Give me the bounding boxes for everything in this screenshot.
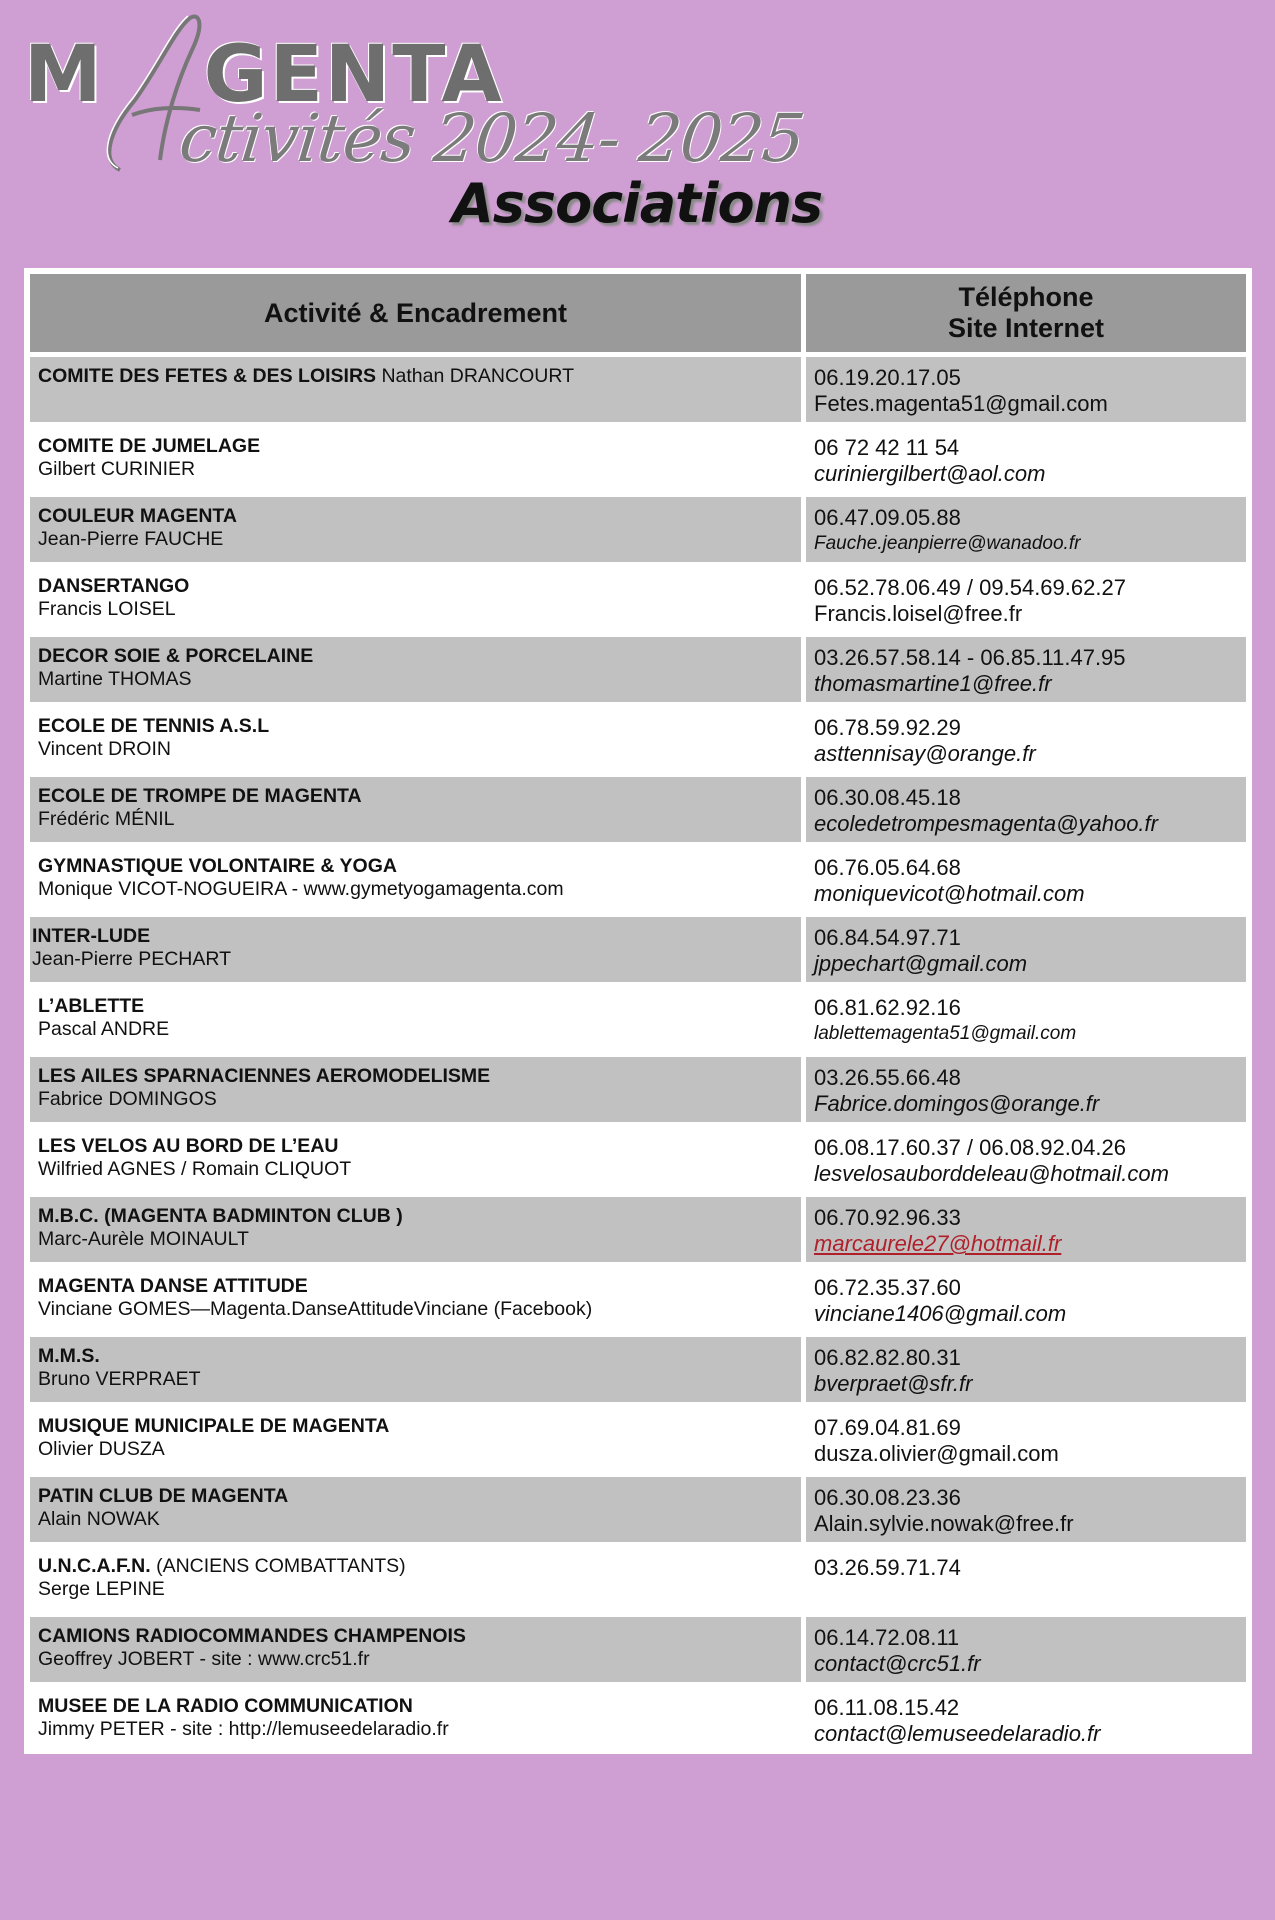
activity-cell [30, 1262, 806, 1332]
email-address: thomasmartine1@free.fr [814, 671, 1052, 696]
association-name: PATIN CLUB DE MAGENTA [38, 1485, 289, 1507]
activity-cell [30, 492, 806, 562]
phone-number: 06.82.82.80.31 [814, 1345, 961, 1370]
contact-cell [806, 702, 1246, 772]
association-contact: Francis LOISEL [38, 598, 176, 620]
association-name: DANSERTANGO [38, 575, 190, 597]
association-name: M.M.S. [38, 1345, 100, 1367]
email-address: jppechart@gmail.com [814, 951, 1028, 976]
table-row [30, 1612, 1246, 1682]
email-link[interactable]: marcaurele27@hotmail.fr [814, 1231, 1062, 1256]
table-row [30, 912, 1246, 982]
table-row [30, 1542, 1246, 1612]
table-row [30, 1332, 1246, 1402]
contact-cell [806, 1682, 1246, 1752]
association-name: COMITE DES FETES & DES LOISIRS [38, 365, 377, 387]
email-address: bverpraet@sfr.fr [814, 1371, 973, 1396]
association-name: ECOLE DE TROMPE DE MAGENTA [38, 785, 362, 807]
activity-cell [30, 1682, 806, 1752]
phone-number: 06.72.35.37.60 [814, 1275, 961, 1300]
table-row [30, 842, 1246, 912]
email-address: lablettemagenta51@gmail.com [814, 1023, 1077, 1044]
activity-cell [30, 1332, 806, 1402]
association-contact-secondary: Serge LEPINE [38, 1578, 165, 1600]
association-name: COMITE DE JUMELAGE [38, 435, 261, 457]
email-address: contact@crc51.fr [814, 1651, 981, 1676]
contact-cell [806, 352, 1246, 422]
email-address: curiniergilbert@aol.com [814, 461, 1046, 486]
association-name: L’ABLETTE [38, 995, 145, 1017]
table-row [30, 772, 1246, 842]
phone-number: 06.19.20.17.05 [814, 365, 961, 390]
association-name: MUSEE DE LA RADIO COMMUNICATION [38, 1695, 413, 1717]
email-address: Francis.loisel@free.fr [814, 601, 1023, 626]
association-name: MAGENTA DANSE ATTITUDE [38, 1275, 308, 1297]
association-contact: Gilbert CURINIER [38, 458, 196, 480]
contact-cell [806, 492, 1246, 562]
table-row [30, 1192, 1246, 1262]
contact-cell [806, 912, 1246, 982]
email-address: moniquevicot@hotmail.com [814, 881, 1085, 906]
email-address: Alain.sylvie.nowak@free.fr [814, 1511, 1074, 1536]
email-address: vinciane1406@gmail.com [814, 1301, 1067, 1326]
table-row [30, 562, 1246, 632]
table-row [30, 1262, 1246, 1332]
email-address: Fetes.magenta51@gmail.com [814, 391, 1108, 416]
contact-cell [806, 422, 1246, 492]
activity-cell [30, 1052, 806, 1122]
contact-cell [806, 1332, 1246, 1402]
association-name: U.N.C.A.F.N. [38, 1555, 151, 1577]
association-name: M.B.C. (MAGENTA BADMINTON CLUB ) [38, 1205, 403, 1227]
association-contact: Alain NOWAK [38, 1508, 160, 1530]
contact-cell [806, 562, 1246, 632]
phone-number: 06.30.08.23.36 [814, 1485, 961, 1510]
association-contact: Fabrice DOMINGOS [38, 1088, 217, 1110]
activity-cell [30, 422, 806, 492]
logo-left: M [24, 30, 104, 120]
contact-cell [806, 1542, 1246, 1612]
email-address: asttennisay@orange.fr [814, 741, 1036, 766]
association-name: ECOLE DE TENNIS A.S.L [38, 715, 270, 737]
association-contact: Frédéric MÉNIL [38, 808, 175, 830]
activity-cell [30, 1472, 806, 1542]
table-header-row [30, 274, 1246, 352]
phone-number: 06.30.08.45.18 [814, 785, 961, 810]
contact-cell [806, 1612, 1246, 1682]
activity-cell [30, 772, 806, 842]
logo-right: GENTA [203, 30, 504, 120]
column-header-phone-line2: Site Internet [947, 313, 1105, 343]
contact-cell [806, 1402, 1246, 1472]
contact-cell [806, 1262, 1246, 1332]
association-contact: Vinciane GOMES—Magenta.DanseAttitudeVinciane (Facebook) [38, 1298, 593, 1320]
association-contact: (ANCIENS COMBATTANTS) [150, 1555, 406, 1577]
activity-cell [30, 1402, 806, 1472]
activity-cell [30, 562, 806, 632]
table-row [30, 1472, 1246, 1542]
phone-number: 07.69.04.81.69 [814, 1415, 961, 1440]
contact-cell [806, 1052, 1246, 1122]
association-contact: Bruno VERPRAET [38, 1368, 201, 1390]
association-contact: Marc-Aurèle MOINAULT [38, 1228, 249, 1250]
phone-number: 06.84.54.97.71 [814, 925, 961, 950]
association-contact: Vincent DROIN [38, 738, 171, 760]
contact-cell [806, 772, 1246, 842]
activity-cell [30, 982, 806, 1052]
column-header-phone [806, 274, 1246, 352]
association-name: COULEUR MAGENTA [38, 505, 237, 527]
phone-number: 06.08.17.60.37 / 06.08.92.04.26 [814, 1135, 1126, 1160]
table-row [30, 1402, 1246, 1472]
phone-number: 06.70.92.96.33 [814, 1205, 961, 1230]
activity-cell [30, 632, 806, 702]
phone-number: 06.14.72.08.11 [814, 1625, 960, 1650]
activity-cell [30, 1612, 806, 1682]
contact-cell [806, 1192, 1246, 1262]
table-row [30, 492, 1246, 562]
association-contact: Monique VICOT-NOGUEIRA - www.gymetyogamagenta.com [38, 878, 564, 900]
activity-cell [30, 1122, 806, 1192]
association-contact: Jean-Pierre PECHART [32, 948, 232, 970]
email-address: Fabrice.domingos@orange.fr [814, 1091, 1100, 1116]
phone-number: 06.76.05.64.68 [814, 855, 961, 880]
association-name: LES AILES SPARNACIENNES AEROMODELISME [38, 1065, 491, 1087]
activity-cell [30, 702, 806, 772]
page-header [0, 0, 1275, 260]
table-row [30, 352, 1246, 422]
association-contact: Geoffrey JOBERT - site : www.crc51.fr [38, 1648, 370, 1670]
contact-cell [806, 1122, 1246, 1192]
association-contact: Pascal ANDRE [38, 1018, 170, 1040]
association-name: INTER-LUDE [32, 925, 151, 947]
table-row [30, 1122, 1246, 1192]
column-header-phone-line1: Téléphone [958, 282, 1094, 312]
associations-table [24, 268, 1252, 1754]
association-contact: Martine THOMAS [38, 668, 192, 690]
association-contact: Olivier DUSZA [38, 1438, 165, 1460]
association-name: MUSIQUE MUNICIPALE DE MAGENTA [38, 1415, 390, 1437]
association-contact: Nathan DRANCOURT [376, 365, 574, 387]
association-name: GYMNASTIQUE VOLONTAIRE & YOGA [38, 855, 397, 877]
email-address: dusza.olivier@gmail.com [814, 1441, 1059, 1466]
activity-cell [30, 1192, 806, 1262]
contact-cell [806, 982, 1246, 1052]
phone-number: 03.26.55.66.48 [814, 1065, 961, 1090]
email-address: lesvelosauborddeleau@hotmail.com [814, 1161, 1169, 1186]
email-address: Fauche.jeanpierre@wanadoo.fr [814, 533, 1081, 554]
phone-number: 06.81.62.92.16 [814, 995, 961, 1020]
table-row [30, 422, 1246, 492]
activity-cell [30, 842, 806, 912]
phone-number: 06 72 42 11 54 [814, 435, 960, 460]
table-row [30, 1682, 1246, 1752]
activity-cell [30, 912, 806, 982]
phone-number: 06.47.09.05.88 [814, 505, 961, 530]
table-row [30, 982, 1246, 1052]
association-contact: Jean-Pierre FAUCHE [38, 528, 224, 550]
table-row [30, 1052, 1246, 1122]
email-address: ecoledetrompesmagenta@yahoo.fr [814, 811, 1158, 836]
email-address: contact@lemuseedelaradio.fr [814, 1721, 1101, 1746]
phone-number: 06.52.78.06.49 / 09.54.69.62.27 [814, 575, 1126, 600]
page-title: Associations [452, 172, 823, 235]
phone-number: 06.11.08.15.42 [814, 1695, 960, 1720]
phone-number: 03.26.59.71.74 [814, 1555, 961, 1580]
activity-cell [30, 352, 806, 422]
association-contact: Wilfried AGNES / Romain CLIQUOT [38, 1158, 352, 1180]
association-name: CAMIONS RADIOCOMMANDES CHAMPENOIS [38, 1625, 466, 1647]
phone-number: 06.78.59.92.29 [814, 715, 961, 740]
table-row [30, 702, 1246, 772]
association-contact: Jimmy PETER - site : http://lemuseedelaradio.fr [38, 1718, 449, 1740]
contact-cell [806, 632, 1246, 702]
season-subtitle: ctivités 2024- 2025 [175, 100, 808, 177]
phone-number: 03.26.57.58.14 - 06.85.11.47.95 [814, 645, 1126, 670]
activity-cell [30, 1542, 806, 1612]
contact-cell [806, 842, 1246, 912]
column-header-activity: Activité & Encadrement [30, 274, 806, 352]
table-row [30, 632, 1246, 702]
contact-cell [806, 1472, 1246, 1542]
association-name: LES VELOS AU BORD DE L’EAU [38, 1135, 339, 1157]
association-name: DECOR SOIE & PORCELAINE [38, 645, 314, 667]
